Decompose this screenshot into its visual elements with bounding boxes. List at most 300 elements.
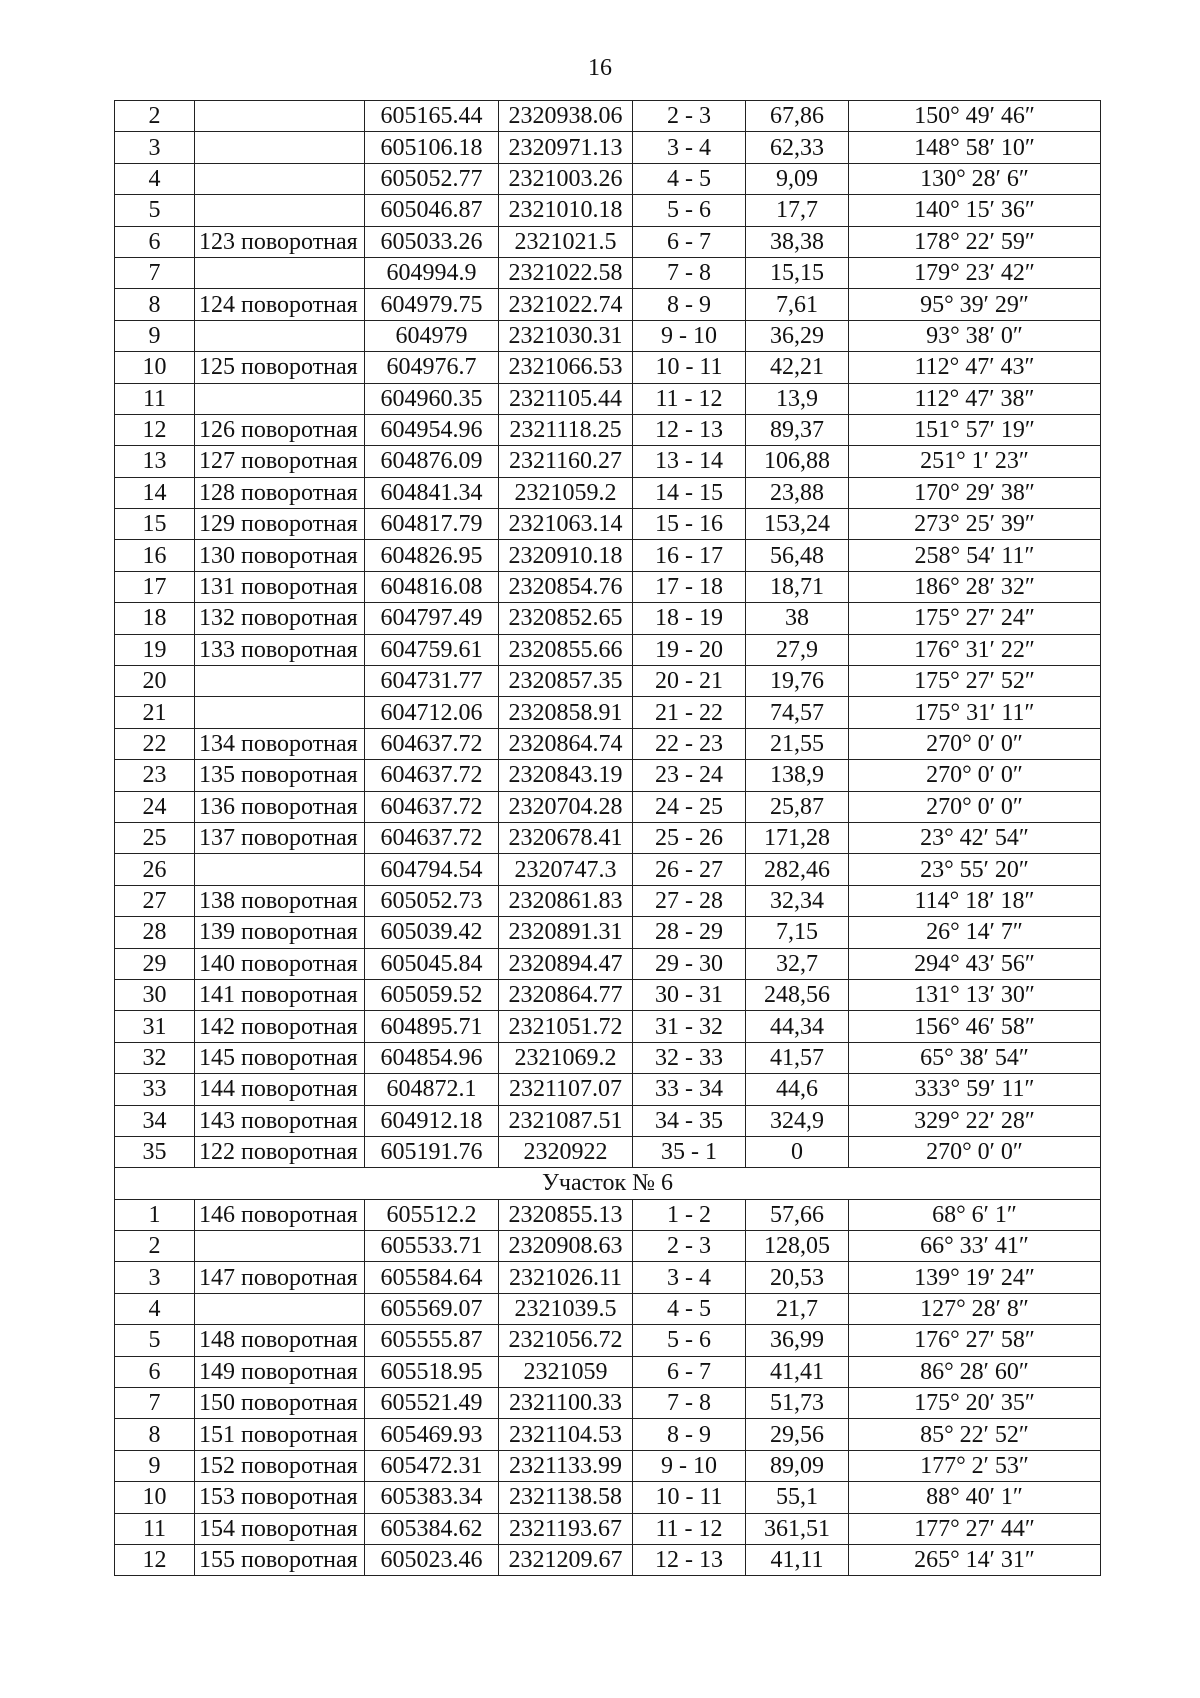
direction-angle-cell: 140° 15′ 36″ <box>849 195 1101 226</box>
y-coordinate-cell: 2321059.2 <box>499 477 633 508</box>
table-row <box>115 1042 1101 1073</box>
x-coordinate-cell: 604895.71 <box>365 1011 499 1042</box>
y-coordinate-cell: 2320971.13 <box>499 132 633 163</box>
y-coordinate-cell: 2321003.26 <box>499 163 633 194</box>
direction-angle-cell: 270° 0′ 0″ <box>849 760 1101 791</box>
segment-cell: 3 - 4 <box>633 1262 746 1293</box>
point-name-cell <box>195 383 365 414</box>
distance-cell: 32,34 <box>746 885 849 916</box>
distance-cell: 0 <box>746 1136 849 1167</box>
page-number: 16 <box>588 55 612 81</box>
point-name-cell: 123 поворотная <box>195 226 365 257</box>
direction-angle-cell: 329° 22′ 28″ <box>849 1105 1101 1136</box>
distance-cell: 23,88 <box>746 477 849 508</box>
y-coordinate-cell: 2321100.33 <box>499 1388 633 1419</box>
direction-angle-cell: 156° 46′ 58″ <box>849 1011 1101 1042</box>
y-coordinate-cell: 2321022.74 <box>499 289 633 320</box>
segment-cell: 25 - 26 <box>633 822 746 853</box>
point-number-cell: 2 <box>115 1231 195 1262</box>
point-name-cell: 131 поворотная <box>195 571 365 602</box>
segment-cell: 24 - 25 <box>633 791 746 822</box>
distance-cell: 44,34 <box>746 1011 849 1042</box>
table-row <box>115 822 1101 853</box>
direction-angle-cell: 86° 28′ 60″ <box>849 1356 1101 1387</box>
segment-cell: 3 - 4 <box>633 132 746 163</box>
distance-cell: 15,15 <box>746 257 849 288</box>
direction-angle-cell: 175° 27′ 24″ <box>849 603 1101 634</box>
distance-cell: 38 <box>746 603 849 634</box>
direction-angle-cell: 175° 20′ 35″ <box>849 1388 1101 1419</box>
segment-cell: 9 - 10 <box>633 320 746 351</box>
point-name-cell: 138 поворотная <box>195 885 365 916</box>
segment-cell: 21 - 22 <box>633 697 746 728</box>
distance-cell: 18,71 <box>746 571 849 602</box>
point-number-cell: 27 <box>115 885 195 916</box>
point-number-cell: 35 <box>115 1136 195 1167</box>
x-coordinate-cell: 605383.34 <box>365 1482 499 1513</box>
segment-cell: 35 - 1 <box>633 1136 746 1167</box>
point-number-cell: 6 <box>115 1356 195 1387</box>
table-row <box>115 477 1101 508</box>
x-coordinate-cell: 605106.18 <box>365 132 499 163</box>
segment-cell: 16 - 17 <box>633 540 746 571</box>
x-coordinate-cell: 604816.08 <box>365 571 499 602</box>
distance-cell: 74,57 <box>746 697 849 728</box>
segment-cell: 28 - 29 <box>633 917 746 948</box>
y-coordinate-cell: 2320854.76 <box>499 571 633 602</box>
direction-angle-cell: 178° 22′ 59″ <box>849 226 1101 257</box>
x-coordinate-cell: 604637.72 <box>365 822 499 853</box>
y-coordinate-cell: 2321193.67 <box>499 1513 633 1544</box>
point-number-cell: 34 <box>115 1105 195 1136</box>
x-coordinate-cell: 605472.31 <box>365 1450 499 1481</box>
point-name-cell <box>195 320 365 351</box>
table-row <box>115 1356 1101 1387</box>
x-coordinate-cell: 605046.87 <box>365 195 499 226</box>
point-number-cell: 15 <box>115 509 195 540</box>
distance-cell: 36,99 <box>746 1325 849 1356</box>
x-coordinate-cell: 605469.93 <box>365 1419 499 1450</box>
table-row <box>115 571 1101 602</box>
direction-angle-cell: 66° 33′ 41″ <box>849 1231 1101 1262</box>
point-name-cell: 140 поворотная <box>195 948 365 979</box>
table-row <box>115 1262 1101 1293</box>
point-number-cell: 1 <box>115 1199 195 1230</box>
distance-cell: 21,55 <box>746 728 849 759</box>
y-coordinate-cell: 2321051.72 <box>499 1011 633 1042</box>
table-row <box>115 132 1101 163</box>
segment-cell: 6 - 7 <box>633 1356 746 1387</box>
y-coordinate-cell: 2321021.5 <box>499 226 633 257</box>
table-row <box>115 1482 1101 1513</box>
point-number-cell: 32 <box>115 1042 195 1073</box>
direction-angle-cell: 114° 18′ 18″ <box>849 885 1101 916</box>
table-row <box>115 509 1101 540</box>
distance-cell: 324,9 <box>746 1105 849 1136</box>
distance-cell: 55,1 <box>746 1482 849 1513</box>
point-name-cell <box>195 257 365 288</box>
coordinates-table <box>114 100 1101 1576</box>
table-row <box>115 195 1101 226</box>
point-number-cell: 8 <box>115 1419 195 1450</box>
distance-cell: 7,61 <box>746 289 849 320</box>
direction-angle-cell: 93° 38′ 0″ <box>849 320 1101 351</box>
table-row <box>115 1293 1101 1324</box>
segment-cell: 4 - 5 <box>633 163 746 194</box>
table-row <box>115 101 1101 132</box>
direction-angle-cell: 112° 47′ 38″ <box>849 383 1101 414</box>
point-name-cell <box>195 666 365 697</box>
point-name-cell <box>195 1293 365 1324</box>
x-coordinate-cell: 605033.26 <box>365 226 499 257</box>
point-name-cell: 134 поворотная <box>195 728 365 759</box>
y-coordinate-cell: 2321039.5 <box>499 1293 633 1324</box>
distance-cell: 138,9 <box>746 760 849 791</box>
point-number-cell: 3 <box>115 132 195 163</box>
point-number-cell: 23 <box>115 760 195 791</box>
distance-cell: 106,88 <box>746 446 849 477</box>
table-row <box>115 289 1101 320</box>
segment-cell: 7 - 8 <box>633 1388 746 1419</box>
point-name-cell: 153 поворотная <box>195 1482 365 1513</box>
table-row <box>115 1231 1101 1262</box>
x-coordinate-cell: 605521.49 <box>365 1388 499 1419</box>
y-coordinate-cell: 2320864.77 <box>499 979 633 1010</box>
table-row <box>115 1388 1101 1419</box>
distance-cell: 89,09 <box>746 1450 849 1481</box>
table-row <box>115 257 1101 288</box>
point-number-cell: 24 <box>115 791 195 822</box>
y-coordinate-cell: 2321087.51 <box>499 1105 633 1136</box>
distance-cell: 62,33 <box>746 132 849 163</box>
point-name-cell: 151 поворотная <box>195 1419 365 1450</box>
x-coordinate-cell: 604637.72 <box>365 760 499 791</box>
y-coordinate-cell: 2321030.31 <box>499 320 633 351</box>
segment-cell: 22 - 23 <box>633 728 746 759</box>
point-name-cell <box>195 1231 365 1262</box>
x-coordinate-cell: 604731.77 <box>365 666 499 697</box>
section-header-row <box>115 1168 1101 1199</box>
segment-cell: 26 - 27 <box>633 854 746 885</box>
segment-cell: 15 - 16 <box>633 509 746 540</box>
x-coordinate-cell: 605165.44 <box>365 101 499 132</box>
x-coordinate-cell: 604826.95 <box>365 540 499 571</box>
y-coordinate-cell: 2320678.41 <box>499 822 633 853</box>
distance-cell: 13,9 <box>746 383 849 414</box>
section-title: Участок № 6 <box>115 1168 1101 1199</box>
point-number-cell: 28 <box>115 917 195 948</box>
table-row <box>115 634 1101 665</box>
point-name-cell: 132 поворотная <box>195 603 365 634</box>
distance-cell: 36,29 <box>746 320 849 351</box>
point-number-cell: 6 <box>115 226 195 257</box>
direction-angle-cell: 186° 28′ 32″ <box>849 571 1101 602</box>
segment-cell: 34 - 35 <box>633 1105 746 1136</box>
direction-angle-cell: 270° 0′ 0″ <box>849 791 1101 822</box>
direction-angle-cell: 95° 39′ 29″ <box>849 289 1101 320</box>
table-row <box>115 414 1101 445</box>
distance-cell: 17,7 <box>746 195 849 226</box>
table-row <box>115 697 1101 728</box>
x-coordinate-cell: 605584.64 <box>365 1262 499 1293</box>
direction-angle-cell: 176° 27′ 58″ <box>849 1325 1101 1356</box>
direction-angle-cell: 65° 38′ 54″ <box>849 1042 1101 1073</box>
point-name-cell: 135 поворотная <box>195 760 365 791</box>
segment-cell: 17 - 18 <box>633 571 746 602</box>
direction-angle-cell: 175° 27′ 52″ <box>849 666 1101 697</box>
point-name-cell <box>195 132 365 163</box>
distance-cell: 89,37 <box>746 414 849 445</box>
point-number-cell: 21 <box>115 697 195 728</box>
point-number-cell: 7 <box>115 257 195 288</box>
segment-cell: 6 - 7 <box>633 226 746 257</box>
point-number-cell: 33 <box>115 1074 195 1105</box>
table-row <box>115 760 1101 791</box>
point-number-cell: 16 <box>115 540 195 571</box>
point-name-cell: 128 поворотная <box>195 477 365 508</box>
direction-angle-cell: 130° 28′ 6″ <box>849 163 1101 194</box>
segment-cell: 7 - 8 <box>633 257 746 288</box>
table-row <box>115 383 1101 414</box>
point-name-cell: 152 поворотная <box>195 1450 365 1481</box>
segment-cell: 8 - 9 <box>633 289 746 320</box>
point-name-cell: 143 поворотная <box>195 1105 365 1136</box>
point-name-cell <box>195 163 365 194</box>
x-coordinate-cell: 605191.76 <box>365 1136 499 1167</box>
x-coordinate-cell: 605533.71 <box>365 1231 499 1262</box>
segment-cell: 8 - 9 <box>633 1419 746 1450</box>
y-coordinate-cell: 2321059 <box>499 1356 633 1387</box>
point-number-cell: 8 <box>115 289 195 320</box>
table-row <box>115 1011 1101 1042</box>
point-name-cell: 127 поворотная <box>195 446 365 477</box>
x-coordinate-cell: 605045.84 <box>365 948 499 979</box>
point-number-cell: 22 <box>115 728 195 759</box>
x-coordinate-cell: 604817.79 <box>365 509 499 540</box>
y-coordinate-cell: 2320855.66 <box>499 634 633 665</box>
point-name-cell: 126 поворотная <box>195 414 365 445</box>
distance-cell: 25,87 <box>746 791 849 822</box>
segment-cell: 32 - 33 <box>633 1042 746 1073</box>
direction-angle-cell: 270° 0′ 0″ <box>849 728 1101 759</box>
point-name-cell: 148 поворотная <box>195 1325 365 1356</box>
y-coordinate-cell: 2320922 <box>499 1136 633 1167</box>
point-number-cell: 11 <box>115 383 195 414</box>
segment-cell: 5 - 6 <box>633 195 746 226</box>
point-number-cell: 14 <box>115 477 195 508</box>
y-coordinate-cell: 2320843.19 <box>499 760 633 791</box>
point-name-cell: 142 поворотная <box>195 1011 365 1042</box>
x-coordinate-cell: 605569.07 <box>365 1293 499 1324</box>
direction-angle-cell: 85° 22′ 52″ <box>849 1419 1101 1450</box>
point-name-cell: 146 поворотная <box>195 1199 365 1230</box>
distance-cell: 7,15 <box>746 917 849 948</box>
point-name-cell: 147 поворотная <box>195 1262 365 1293</box>
point-number-cell: 18 <box>115 603 195 634</box>
point-number-cell: 7 <box>115 1388 195 1419</box>
point-name-cell: 133 поворотная <box>195 634 365 665</box>
point-name-cell <box>195 854 365 885</box>
table-row <box>115 320 1101 351</box>
segment-cell: 27 - 28 <box>633 885 746 916</box>
point-number-cell: 4 <box>115 163 195 194</box>
x-coordinate-cell: 605555.87 <box>365 1325 499 1356</box>
point-number-cell: 12 <box>115 1544 195 1575</box>
distance-cell: 57,66 <box>746 1199 849 1230</box>
table-row <box>115 917 1101 948</box>
x-coordinate-cell: 605052.77 <box>365 163 499 194</box>
distance-cell: 128,05 <box>746 1231 849 1262</box>
direction-angle-cell: 270° 0′ 0″ <box>849 1136 1101 1167</box>
distance-cell: 44,6 <box>746 1074 849 1105</box>
x-coordinate-cell: 604960.35 <box>365 383 499 414</box>
segment-cell: 5 - 6 <box>633 1325 746 1356</box>
table-row <box>115 603 1101 634</box>
table-row <box>115 666 1101 697</box>
direction-angle-cell: 127° 28′ 8″ <box>849 1293 1101 1324</box>
y-coordinate-cell: 2321010.18 <box>499 195 633 226</box>
x-coordinate-cell: 605052.73 <box>365 885 499 916</box>
point-number-cell: 9 <box>115 320 195 351</box>
direction-angle-cell: 148° 58′ 10″ <box>849 132 1101 163</box>
y-coordinate-cell: 2321107.07 <box>499 1074 633 1105</box>
y-coordinate-cell: 2321066.53 <box>499 352 633 383</box>
segment-cell: 23 - 24 <box>633 760 746 791</box>
distance-cell: 9,09 <box>746 163 849 194</box>
point-number-cell: 2 <box>115 101 195 132</box>
segment-cell: 18 - 19 <box>633 603 746 634</box>
distance-cell: 20,53 <box>746 1262 849 1293</box>
distance-cell: 51,73 <box>746 1388 849 1419</box>
point-number-cell: 29 <box>115 948 195 979</box>
distance-cell: 282,46 <box>746 854 849 885</box>
x-coordinate-cell: 605512.2 <box>365 1199 499 1230</box>
y-coordinate-cell: 2321056.72 <box>499 1325 633 1356</box>
point-name-cell: 137 поворотная <box>195 822 365 853</box>
x-coordinate-cell: 604841.34 <box>365 477 499 508</box>
table-row <box>115 163 1101 194</box>
segment-cell: 4 - 5 <box>633 1293 746 1324</box>
section-header-group <box>115 1168 1101 1199</box>
distance-cell: 248,56 <box>746 979 849 1010</box>
y-coordinate-cell: 2320858.91 <box>499 697 633 728</box>
distance-cell: 38,38 <box>746 226 849 257</box>
point-number-cell: 4 <box>115 1293 195 1324</box>
direction-angle-cell: 251° 1′ 23″ <box>849 446 1101 477</box>
y-coordinate-cell: 2321133.99 <box>499 1450 633 1481</box>
y-coordinate-cell: 2320852.65 <box>499 603 633 634</box>
y-coordinate-cell: 2321105.44 <box>499 383 633 414</box>
direction-angle-cell: 139° 19′ 24″ <box>849 1262 1101 1293</box>
direction-angle-cell: 273° 25′ 39″ <box>849 509 1101 540</box>
point-name-cell <box>195 697 365 728</box>
x-coordinate-cell: 604759.61 <box>365 634 499 665</box>
x-coordinate-cell: 605518.95 <box>365 1356 499 1387</box>
distance-cell: 29,56 <box>746 1419 849 1450</box>
y-coordinate-cell: 2321104.53 <box>499 1419 633 1450</box>
point-number-cell: 31 <box>115 1011 195 1042</box>
x-coordinate-cell: 604854.96 <box>365 1042 499 1073</box>
segment-cell: 29 - 30 <box>633 948 746 979</box>
direction-angle-cell: 179° 23′ 42″ <box>849 257 1101 288</box>
table-row <box>115 1074 1101 1105</box>
table-row <box>115 979 1101 1010</box>
table-row <box>115 1325 1101 1356</box>
point-number-cell: 3 <box>115 1262 195 1293</box>
y-coordinate-cell: 2321160.27 <box>499 446 633 477</box>
point-name-cell <box>195 101 365 132</box>
table-row <box>115 1513 1101 1544</box>
y-coordinate-cell: 2320891.31 <box>499 917 633 948</box>
distance-cell: 361,51 <box>746 1513 849 1544</box>
direction-angle-cell: 131° 13′ 30″ <box>849 979 1101 1010</box>
point-name-cell: 155 поворотная <box>195 1544 365 1575</box>
point-number-cell: 11 <box>115 1513 195 1544</box>
segment-cell: 10 - 11 <box>633 1482 746 1513</box>
x-coordinate-cell: 604979 <box>365 320 499 351</box>
direction-angle-cell: 294° 43′ 56″ <box>849 948 1101 979</box>
distance-cell: 32,7 <box>746 948 849 979</box>
y-coordinate-cell: 2321118.25 <box>499 414 633 445</box>
point-number-cell: 19 <box>115 634 195 665</box>
x-coordinate-cell: 604872.1 <box>365 1074 499 1105</box>
direction-angle-cell: 176° 31′ 22″ <box>849 634 1101 665</box>
y-coordinate-cell: 2320938.06 <box>499 101 633 132</box>
table-body-part-a <box>115 101 1101 1168</box>
x-coordinate-cell: 605039.42 <box>365 917 499 948</box>
direction-angle-cell: 170° 29′ 38″ <box>849 477 1101 508</box>
direction-angle-cell: 177° 2′ 53″ <box>849 1450 1101 1481</box>
distance-cell: 56,48 <box>746 540 849 571</box>
segment-cell: 11 - 12 <box>633 383 746 414</box>
direction-angle-cell: 26° 14′ 7″ <box>849 917 1101 948</box>
table-row <box>115 1544 1101 1575</box>
distance-cell: 41,57 <box>746 1042 849 1073</box>
direction-angle-cell: 258° 54′ 11″ <box>849 540 1101 571</box>
direction-angle-cell: 150° 49′ 46″ <box>849 101 1101 132</box>
distance-cell: 27,9 <box>746 634 849 665</box>
segment-cell: 14 - 15 <box>633 477 746 508</box>
y-coordinate-cell: 2321063.14 <box>499 509 633 540</box>
point-name-cell: 129 поворотная <box>195 509 365 540</box>
y-coordinate-cell: 2321022.58 <box>499 257 633 288</box>
distance-cell: 67,86 <box>746 101 849 132</box>
direction-angle-cell: 68° 6′ 1″ <box>849 1199 1101 1230</box>
point-name-cell <box>195 195 365 226</box>
table-row <box>115 1419 1101 1450</box>
table-row <box>115 352 1101 383</box>
point-number-cell: 17 <box>115 571 195 602</box>
segment-cell: 13 - 14 <box>633 446 746 477</box>
x-coordinate-cell: 605384.62 <box>365 1513 499 1544</box>
point-number-cell: 12 <box>115 414 195 445</box>
x-coordinate-cell: 604797.49 <box>365 603 499 634</box>
point-number-cell: 10 <box>115 352 195 383</box>
segment-cell: 20 - 21 <box>633 666 746 697</box>
x-coordinate-cell: 604954.96 <box>365 414 499 445</box>
x-coordinate-cell: 604994.9 <box>365 257 499 288</box>
point-name-cell: 125 поворотная <box>195 352 365 383</box>
segment-cell: 33 - 34 <box>633 1074 746 1105</box>
table-row <box>115 1199 1101 1230</box>
distance-cell: 19,76 <box>746 666 849 697</box>
segment-cell: 9 - 10 <box>633 1450 746 1481</box>
y-coordinate-cell: 2320704.28 <box>499 791 633 822</box>
point-number-cell: 13 <box>115 446 195 477</box>
y-coordinate-cell: 2320747.3 <box>499 854 633 885</box>
table-row <box>115 791 1101 822</box>
segment-cell: 1 - 2 <box>633 1199 746 1230</box>
